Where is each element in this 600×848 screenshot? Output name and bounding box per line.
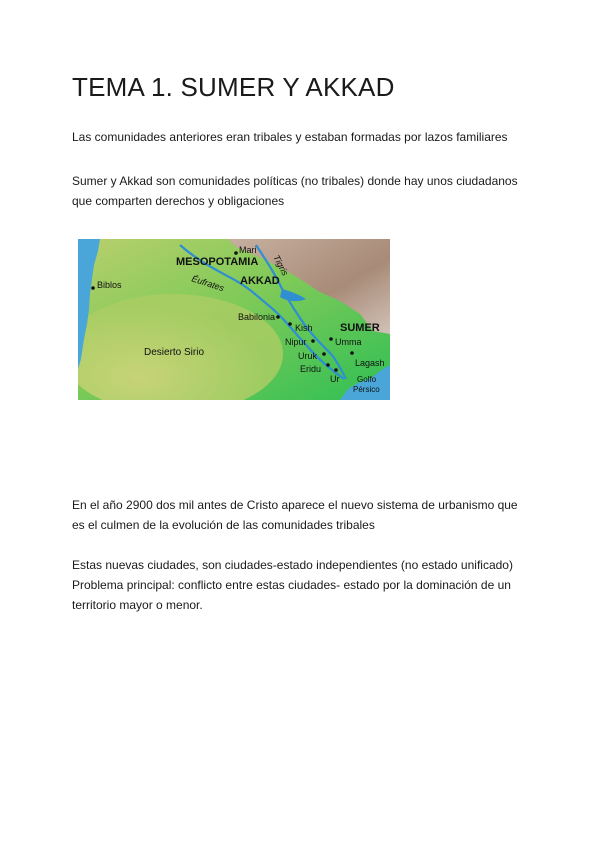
paragraph-political-communities bbox=[72, 171, 542, 211]
city-dot-umma bbox=[329, 337, 333, 341]
paragraph-line: que comparten derechos y obligaciones bbox=[72, 194, 285, 208]
paragraph-line: En el año 2900 dos mil antes de Cristo aparece el nuevo sistema de urbanismo que bbox=[72, 498, 518, 512]
paragraph-line: Problema principal: conflicto entre estas ciudades- estado por la dominación de un bbox=[72, 578, 511, 592]
label-gulf-line1: Golfo bbox=[357, 375, 377, 384]
label-city-eridu: Eridu bbox=[300, 364, 322, 374]
label-city-kish: Kish bbox=[295, 323, 313, 333]
label-city-lagash: Lagash bbox=[355, 358, 385, 368]
label-city-biblos: Biblos bbox=[97, 280, 122, 290]
mesopotamia-map bbox=[78, 239, 390, 400]
city-dot-mari bbox=[234, 251, 238, 255]
label-city-ur: Ur bbox=[330, 374, 340, 384]
city-dot-ur bbox=[334, 368, 338, 372]
label-city-uruk: Uruk bbox=[298, 351, 318, 361]
city-dot-lagash bbox=[350, 351, 354, 355]
city-dot-uruk bbox=[322, 352, 326, 356]
label-tigris: Tigris bbox=[271, 253, 291, 278]
city-dot-babilonia bbox=[276, 315, 280, 319]
city-dot-biblos bbox=[91, 286, 95, 290]
label-desert: Desierto Sirio bbox=[144, 347, 205, 358]
page-title: TEMA 1. SUMER Y AKKAD bbox=[72, 72, 395, 102]
label-euphrates: Éufrates bbox=[190, 273, 226, 294]
paragraph-line: es el culmen de la evolución de las comunidades tribales bbox=[72, 518, 375, 532]
label-gulf-line2: Pérsico bbox=[353, 385, 380, 394]
label-city-mari: Mari bbox=[239, 245, 257, 255]
label-city-nipur: Nipur bbox=[285, 337, 307, 347]
paragraph-city-states bbox=[72, 555, 552, 615]
paragraph-line: Sumer y Akkad son comunidades políticas (no tribales) donde hay unos ciudadanos bbox=[72, 174, 518, 188]
city-dot-nipur bbox=[311, 339, 315, 343]
city-dot-kish bbox=[288, 322, 292, 326]
label-sumer: SUMER bbox=[340, 322, 380, 334]
label-mesopotamia: MESOPOTAMIA bbox=[176, 256, 259, 268]
paragraph-tribal-communities bbox=[72, 127, 542, 147]
city-dot-eridu bbox=[326, 363, 330, 367]
paragraph-line: Estas nuevas ciudades, son ciudades-estado independientes (no estado unificado) bbox=[72, 558, 513, 572]
label-city-umma: Umma bbox=[335, 337, 362, 347]
paragraph-urbanism bbox=[72, 495, 542, 535]
label-akkad: AKKAD bbox=[240, 275, 280, 287]
label-city-babilonia: Babilonia bbox=[238, 312, 276, 322]
map-image bbox=[78, 239, 390, 400]
paragraph-line: territorio mayor o menor. bbox=[72, 598, 203, 612]
paragraph-line: Las comunidades anteriores eran tribales y estaban formadas por lazos familiares bbox=[72, 130, 508, 144]
